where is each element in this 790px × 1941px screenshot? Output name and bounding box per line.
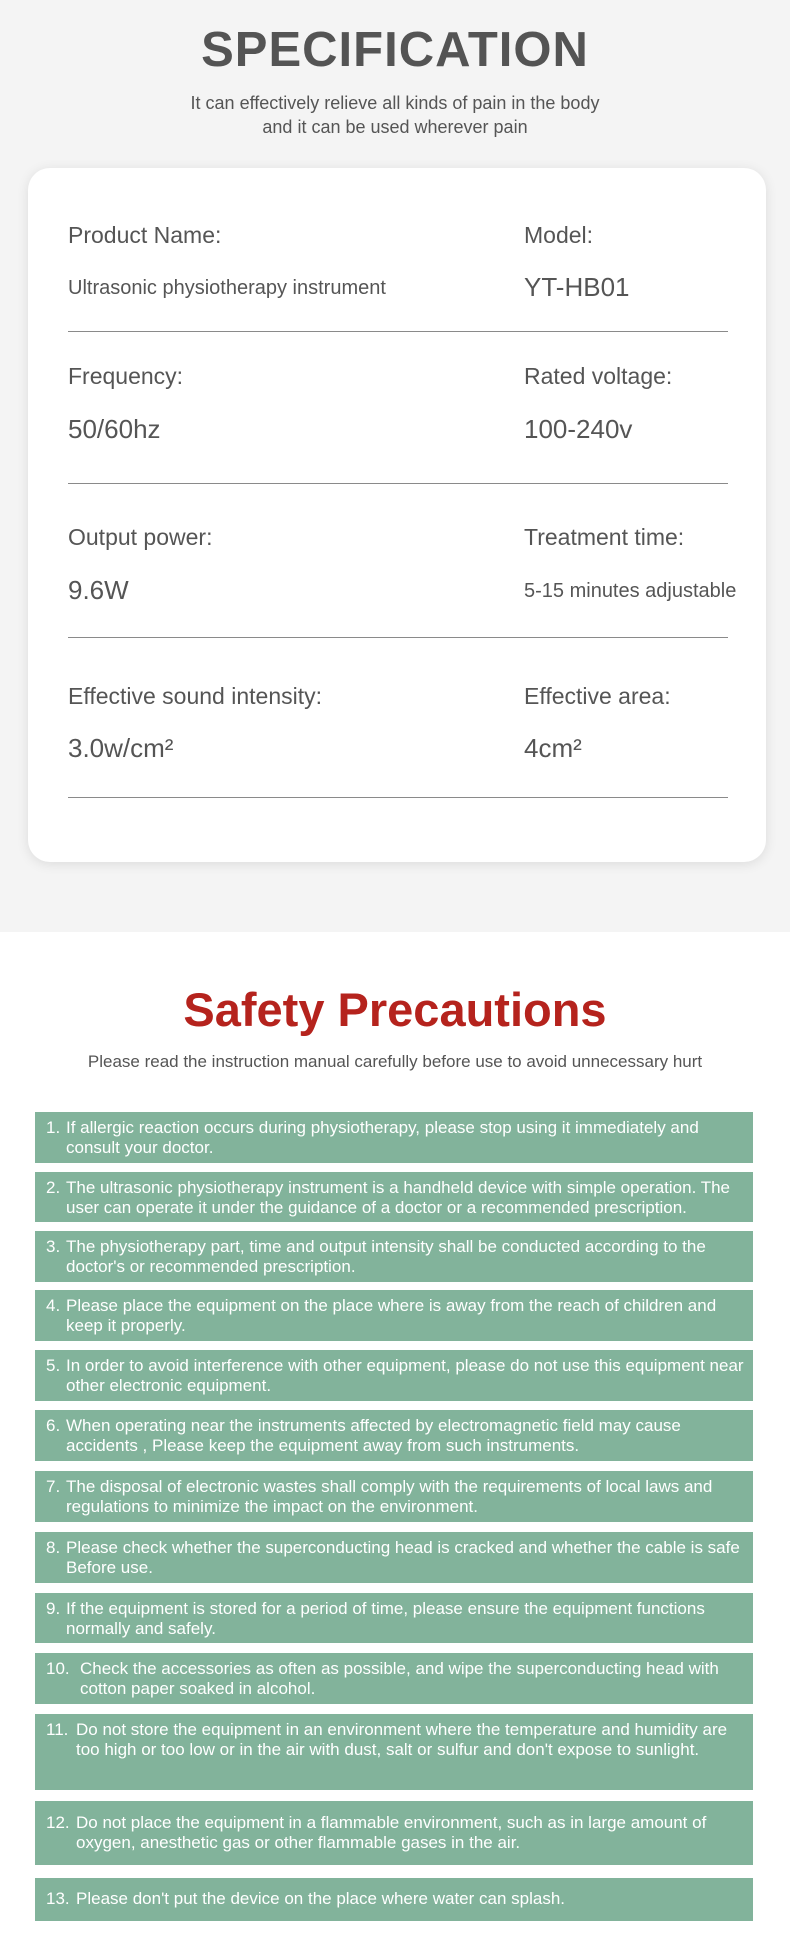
list-item (35, 1532, 753, 1583)
safety-subtitle: Please read the instruction manual carefully before use to avoid unnecessary hurt (87, 1052, 703, 1071)
item-text: In order to avoid interference with other equipment, please do not use this equipment near other electronic equipment. (66, 1356, 744, 1395)
item-text: If allergic reaction occurs during physiotherapy, please stop using it immediately and consult your doctor. (66, 1118, 699, 1157)
item-text: Please check whether the superconducting head is cracked and whether the cable is safe Before use. (66, 1538, 740, 1577)
item-text: The disposal of electronic wastes shall comply with the requirements of local laws and regulations to minimize the impact on the environment. (66, 1477, 713, 1516)
product-name-label: Product Name: (68, 222, 222, 248)
item-number: 7. (46, 1477, 61, 1496)
specification-section (0, 0, 790, 932)
effective-area-label: Effective area: (524, 683, 671, 709)
item-number: 8. (46, 1538, 61, 1557)
item-number: 10. (46, 1659, 70, 1678)
specification-card (28, 168, 766, 862)
sound-intensity-label: Effective sound intensity: (68, 683, 322, 709)
item-number: 11. (46, 1720, 69, 1739)
list-item (35, 1172, 753, 1222)
product-name-value: Ultrasonic physiotherapy instrument (68, 277, 386, 299)
list-item (35, 1471, 753, 1522)
divider (68, 797, 728, 798)
list-item (35, 1112, 753, 1163)
output-power-label: Output power: (68, 524, 213, 550)
item-text: The physiotherapy part, time and output intensity shall be conducted according to the doctor's or recommended prescription. (66, 1237, 706, 1276)
list-item (35, 1714, 753, 1790)
treatment-time-value: 5-15 minutes adjustable (524, 580, 737, 602)
specification-title: SPECIFICATION (201, 23, 589, 77)
model-label: Model: (524, 222, 594, 248)
effective-area-value: 4cm² (524, 733, 582, 763)
list-item (35, 1653, 753, 1704)
list-item (35, 1290, 753, 1341)
rated-voltage-label: Rated voltage: (524, 363, 673, 389)
item-number: 2. (46, 1178, 61, 1197)
divider (68, 637, 728, 638)
item-number: 9. (46, 1599, 61, 1618)
model-value: YT-HB01 (524, 272, 630, 302)
list-item (35, 1350, 753, 1401)
list-item (35, 1593, 753, 1643)
item-text: Do not place the equipment in a flammable environment, such as in large amount of oxygen, anesthetic gas or other flammable gases in the air. (76, 1813, 707, 1852)
list-item (35, 1410, 753, 1461)
item-number: 1. (46, 1118, 61, 1137)
frequency-value: 50/60hz (68, 414, 161, 444)
list-item (35, 1878, 753, 1921)
item-text: If the equipment is stored for a period of time, please ensure the equipment functions normally and safely. (66, 1599, 705, 1638)
item-number: 4. (46, 1296, 61, 1315)
item-number: 13. (46, 1889, 70, 1908)
rated-voltage-value: 100-240v (524, 414, 633, 444)
safety-title: Safety Precautions (183, 983, 607, 1036)
frequency-label: Frequency: (68, 363, 184, 389)
item-text: When operating near the instruments affected by electromagnetic field may cause accidents , Please keep the equipment away from such instruments. (66, 1416, 681, 1455)
item-text: The ultrasonic physiotherapy instrument is a handheld device with simple operation. The user can operate it under the guidance of a doctor or a recommended prescription. (66, 1178, 730, 1217)
output-power-value: 9.6W (68, 575, 129, 605)
divider (68, 331, 728, 332)
item-number: 5. (46, 1356, 61, 1375)
item-text: Check the accessories as often as possible, and wipe the superconducting head with cotton paper soaked in alcohol. (80, 1659, 719, 1698)
specification-subtitle-line1: It can effectively relieve all kinds of pain in the body (190, 93, 600, 113)
item-number: 3. (46, 1237, 61, 1256)
item-text: Do not store the equipment in an environment where the temperature and humidity are too high or too low or in the air with dust, salt or sulfur and don't expose to sunlight. (76, 1720, 728, 1759)
list-item (35, 1801, 753, 1865)
item-number: 6. (46, 1416, 61, 1435)
list-item (35, 1231, 753, 1282)
divider (68, 483, 728, 484)
item-text: Please don't put the device on the place where water can splash. (76, 1889, 565, 1908)
item-text: Please place the equipment on the place where is away from the reach of children and keep it properly. (66, 1296, 717, 1335)
sound-intensity-value: 3.0w/cm² (68, 733, 174, 763)
item-number: 12. (46, 1813, 70, 1832)
specification-subtitle-line2: and it can be used wherever pain (262, 117, 528, 137)
treatment-time-label: Treatment time: (524, 524, 685, 550)
